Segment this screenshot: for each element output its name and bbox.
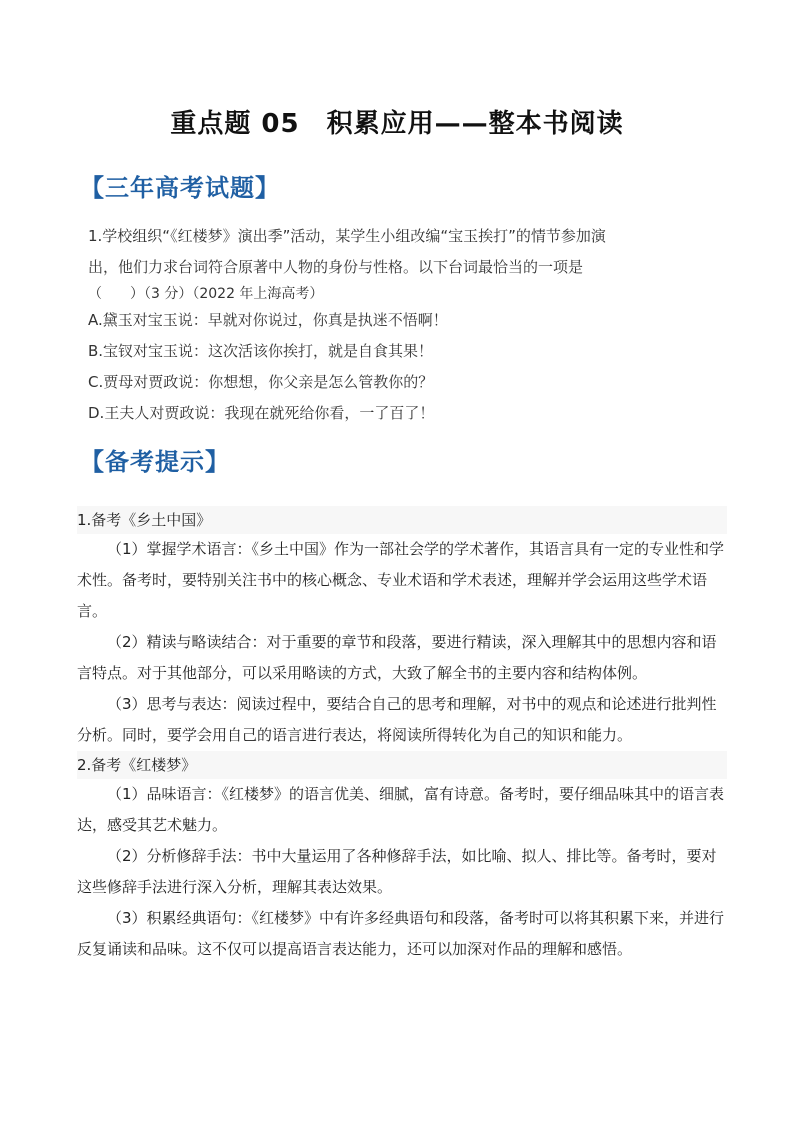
option-c: C.贾母对贾政说：你想想，你父亲是怎么管教你的？ <box>88 373 434 391</box>
tip-paragraph: （2）精读与略读结合：对于重要的章节和段落，要进行精读，深入理解其中的思想内容和语言特点。对于其他部分，可以采用略读的方式，大致了解全书的主要内容和结构体例。 <box>77 633 717 682</box>
tip-paragraph: （3）思考与表达：阅读过程中，要结合自己的思考和理解，对书中的观点和论述进行批判性分析。同时，要学会用自己的语言进行表达，将阅读所得转化为自己的知识和能力。 <box>77 695 717 744</box>
tip-paragraph: （1）掌握学术语言：《乡土中国》作为一部社会学的学术著作，其语言具有一定的专业性和学术性。备考时，要特别关注书中的核心概念、专业术语和学术表述，理解并学会运用这些学术语言。 <box>77 540 725 620</box>
tip-paragraph: （2）分析修辞手法：书中大量运用了各种修辞手法，如比喻、拟人、排比等。备考时，要对这些修辞手法进行深入分析，理解其表达效果。 <box>77 847 717 896</box>
option-a: A.黛玉对宝玉说：早就对你说过，你真是执迷不悟啊！ <box>88 311 448 329</box>
prep-tips <box>77 506 727 965</box>
question-stem-line-1: 1.学校组织“《红楼梦》演出季”活动，某学生小组改编“宝玉挨打”的情节参加演 <box>88 227 606 245</box>
option-d: D.王夫人对贾政说：我现在就死给你看，一了百了！ <box>88 404 435 422</box>
bracket-right: 】 <box>255 174 280 202</box>
bracket-right: 】 <box>205 448 230 476</box>
question-block <box>88 221 718 429</box>
bracket-left: 【 <box>80 448 105 476</box>
tip-heading: 2.备考《红楼梦》 <box>77 751 727 779</box>
question-meta: （ ）（3 分）（2022 年上海高考） <box>88 286 324 302</box>
section-heading-label: 备考提示 <box>105 448 205 476</box>
section-heading-exam-questions <box>80 168 280 203</box>
tip-heading: 1.备考《乡土中国》 <box>77 506 727 534</box>
bracket-left: 【 <box>80 174 105 202</box>
option-b: B.宝钗对宝玉说：这次活该你挨打，就是自食其果！ <box>88 342 434 360</box>
question-stem-line-2: 出，他们力求台词符合原著中人物的身份与性格。以下台词最恰当的一项是 <box>88 258 584 276</box>
page-title: 重点题 05 积累应用——整本书阅读 <box>170 109 624 139</box>
tip-paragraph: （3）积累经典语句：《红楼梦》中有许多经典语句和段落，备考时可以将其积累下来，并进行反复诵读和品味。这不仅可以提高语言表达能力，还可以加深对作品的理解和感悟。 <box>77 909 725 958</box>
tip-paragraph: （1）品味语言：《红楼梦》的语言优美、细腻，富有诗意。备考时，要仔细品味其中的语言表达，感受其艺术魅力。 <box>77 785 725 834</box>
section-heading-prep-tips <box>80 442 230 477</box>
section-heading-label: 三年高考试题 <box>105 174 255 202</box>
